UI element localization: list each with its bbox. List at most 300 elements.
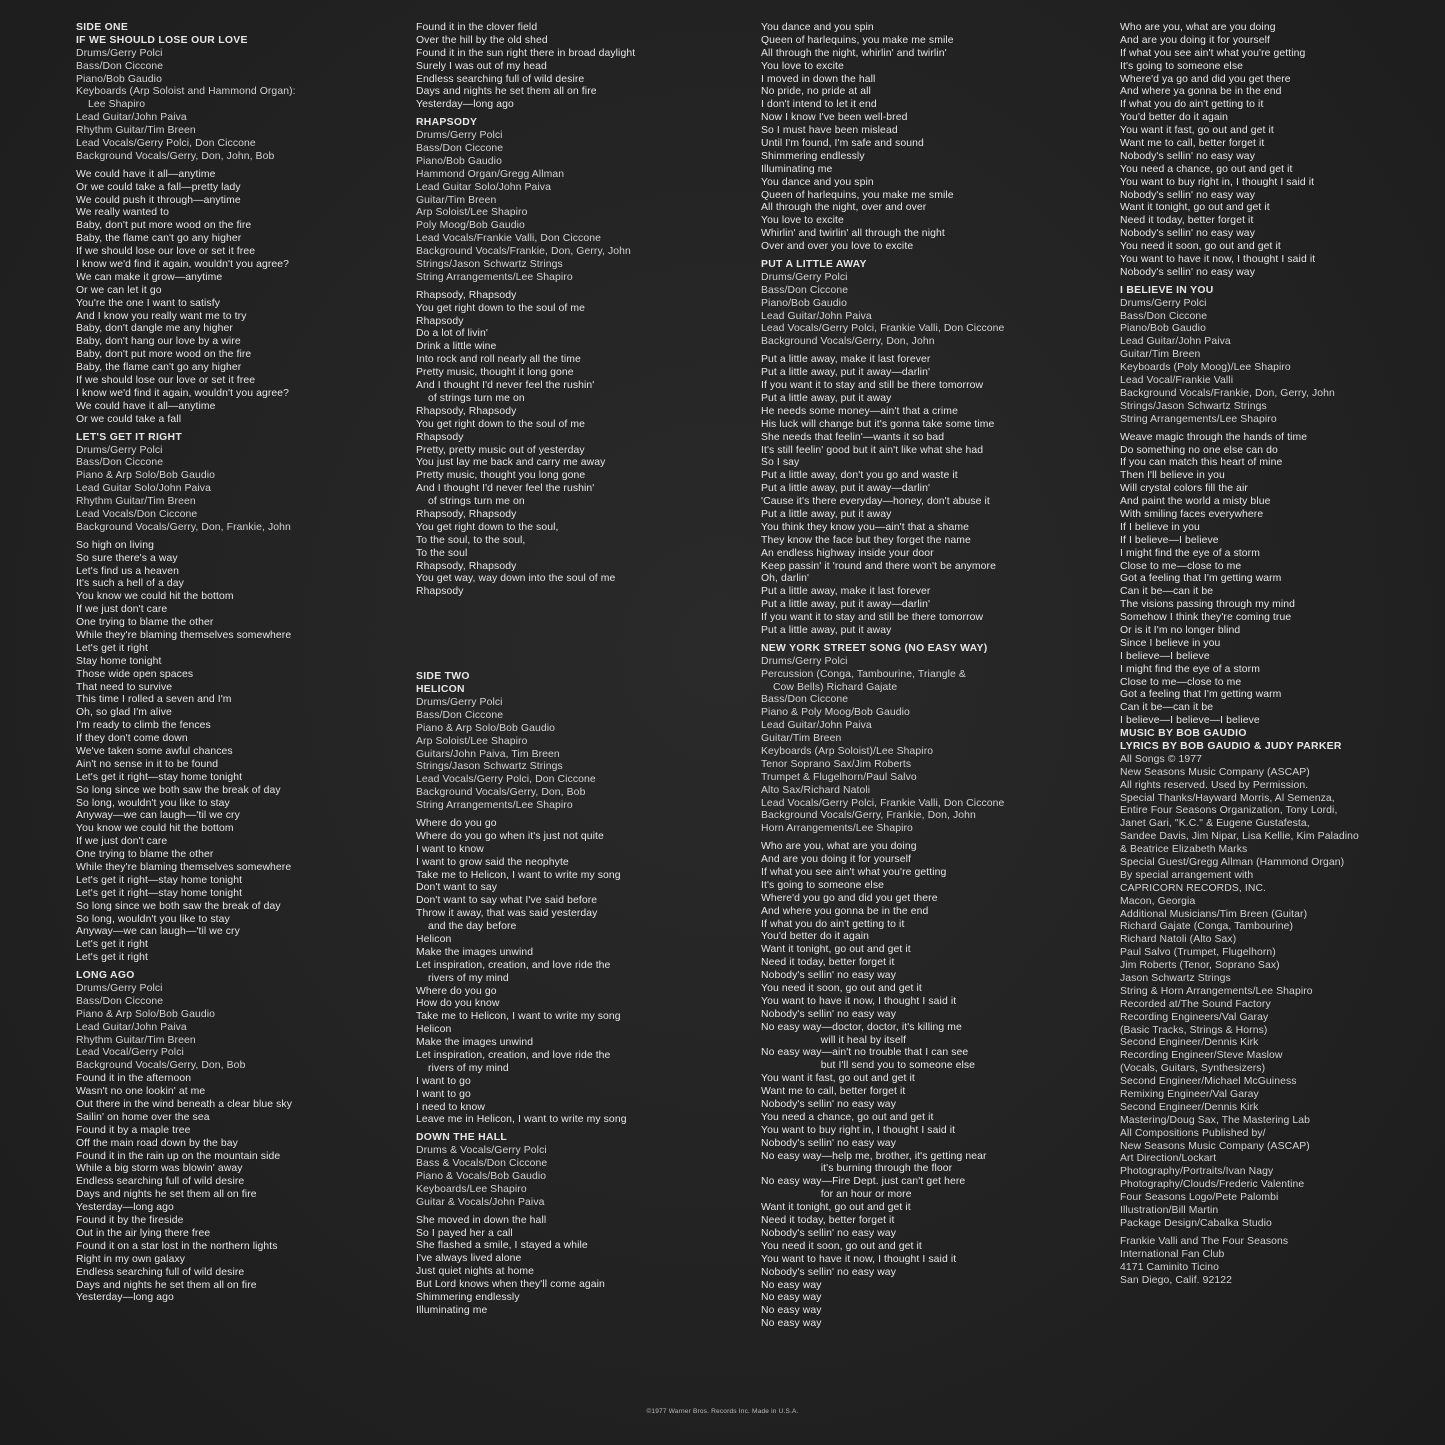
credit-line: Drums/Gerry Polci bbox=[416, 696, 503, 708]
lyric-line: Illuminating me bbox=[761, 163, 833, 175]
lyric-line: Baby, the flame can't go any higher bbox=[76, 362, 242, 374]
credit-line: Remixing Engineer/Val Garay bbox=[1120, 1089, 1259, 1101]
credit-line: Background Vocals/Frankie, Don, Gerry, John bbox=[1120, 387, 1335, 399]
credit-line: Macon, Georgia bbox=[1120, 895, 1196, 907]
lyric-line: Or is it I'm no longer blind bbox=[1120, 624, 1241, 636]
lyric-line: Put a little away, don't you go and waste it bbox=[761, 470, 958, 482]
lyric-line: No easy way—ain't no trouble that I can see bbox=[761, 1047, 969, 1059]
credit-line: Sandee Davis, Jim Nipar, Lisa Kellie, Kim Paladino bbox=[1120, 831, 1359, 843]
lyric-line: Helicon bbox=[416, 934, 452, 945]
credit-line: Jim Roberts (Tenor, Soprano Sax) bbox=[1120, 960, 1280, 972]
lyric-line: Rhapsody bbox=[416, 315, 464, 327]
credit-line: Piano & Arp Solo/Bob Gaudio bbox=[76, 470, 216, 482]
credit-line: Lead Vocals/Don Ciccone bbox=[76, 508, 198, 520]
lyric-line: Or we could take a fall bbox=[76, 413, 182, 425]
lyric-line: Endless searching full of wild desire bbox=[76, 1266, 245, 1278]
lyric-line: Want it tonight, go out and get it bbox=[1120, 202, 1270, 214]
section-heading: RHAPSODY bbox=[416, 117, 478, 129]
lyric-line: An endless highway inside your door bbox=[761, 547, 934, 559]
section-heading: SIDE TWO bbox=[416, 671, 470, 683]
lyric-line: You're the one I want to satisfy bbox=[76, 297, 221, 309]
lyric-line: So long, wouldn't you like to stay bbox=[76, 913, 230, 925]
credit-line: Bass/Don Ciccone bbox=[416, 143, 504, 155]
credit-line: Second Engineer/Michael McGuiness bbox=[1120, 1076, 1297, 1088]
lyric-line: Days and nights he set them all on fire bbox=[416, 86, 597, 98]
lyric-line: You want it fast, go out and get it bbox=[761, 1073, 915, 1085]
lyric-line: Close to me—close to me bbox=[1120, 560, 1242, 572]
lyric-line: and the day before bbox=[416, 921, 517, 933]
lyric-line: We've taken some awful chances bbox=[76, 745, 233, 757]
credit-line: Background Vocals/Gerry, Frankie, Don, John bbox=[761, 810, 976, 822]
credit-line: Piano & Arp Solo/Bob Gaudio bbox=[76, 1008, 216, 1020]
lyric-line: Stay home tonight bbox=[76, 655, 162, 667]
credit-line: String & Horn Arrangements/Lee Shapiro bbox=[1120, 985, 1313, 997]
lyric-line: So I must have been mislead bbox=[761, 125, 898, 137]
lyric-line: Can it be—can it be bbox=[1120, 702, 1214, 714]
credit-line: 4171 Caminito Ticino bbox=[1120, 1261, 1220, 1273]
lyric-line: You want to have it now, I thought I said it bbox=[1120, 254, 1316, 266]
lyric-line: Found it in the rain up on the mountain side bbox=[76, 1150, 281, 1162]
lyric-line: Days and nights he set them all on fire bbox=[76, 1279, 257, 1291]
lyric-line: Wasn't no one lookin' at me bbox=[76, 1086, 206, 1098]
lyric-line: Nobody's sellin' no easy way bbox=[1120, 189, 1255, 201]
section-heading: SIDE ONE bbox=[76, 22, 129, 33]
credit-line: Horn Arrangements/Lee Shapiro bbox=[761, 823, 913, 835]
lyric-line: You love to excite bbox=[761, 60, 844, 72]
section-gap bbox=[416, 599, 756, 623]
lyric-line: Nobody's sellin' no easy way bbox=[761, 1008, 896, 1020]
lyric-line: Put a little away, put it away bbox=[761, 624, 892, 636]
lyric-line: Want me to call, better forget it bbox=[1120, 138, 1265, 150]
lyric-line: Want it tonight, go out and get it bbox=[761, 1202, 911, 1214]
lyric-line: You want to buy right in, I thought I said it bbox=[761, 1124, 956, 1136]
lyric-line: You'd better do it again bbox=[1120, 112, 1228, 124]
lyric-line: Nobody's sellin' no easy way bbox=[1120, 266, 1255, 278]
credit-line: Drums/Gerry Polci bbox=[761, 271, 848, 283]
lyric-line: If I believe in you bbox=[1120, 521, 1200, 533]
lyric-line: And I know you really want me to try bbox=[76, 310, 247, 322]
credit-line: Paul Salvo (Trumpet, Flugelhorn) bbox=[1120, 947, 1276, 959]
credit-line: Recorded at/The Sound Factory bbox=[1120, 998, 1271, 1010]
lyric-line: but I'll send you to someone else bbox=[761, 1060, 976, 1072]
credit-line: Keyboards (Arp Soloist and Hammond Organ): bbox=[76, 86, 296, 98]
lyric-line: Rhapsody bbox=[416, 586, 464, 598]
lyric-line: One trying to blame the other bbox=[76, 849, 214, 861]
credit-line: Trumpet & Flugelhorn/Paul Salvo bbox=[761, 771, 917, 783]
credit-line: Piano/Bob Gaudio bbox=[76, 73, 162, 85]
lyric-line: Let's get it right bbox=[76, 952, 148, 964]
credit-line: Drums/Gerry Polci bbox=[76, 983, 163, 995]
lyric-line: You want to have it now, I thought I said it bbox=[761, 995, 957, 1007]
lyric-line: Don't want to say bbox=[416, 882, 498, 894]
credit-line: All Compositions Published by/ bbox=[1120, 1127, 1266, 1139]
lyric-line: She flashed a smile, I stayed a while bbox=[416, 1240, 588, 1252]
lyric-line: I need to know bbox=[416, 1101, 485, 1113]
credit-line: Keyboards/Lee Shapiro bbox=[416, 1183, 527, 1195]
lyric-line: If what you do ain't getting to it bbox=[1120, 99, 1264, 111]
credit-line: Guitar & Vocals/John Paiva bbox=[416, 1196, 545, 1208]
lyric-line: But Lord knows when they'll come again bbox=[416, 1279, 605, 1291]
column-1 bbox=[76, 22, 416, 1305]
lyric-line: Rhapsody, Rhapsody bbox=[416, 289, 517, 301]
credit-line: Drums/Gerry Polci bbox=[76, 47, 163, 59]
lyric-line: Baby, don't put more wood on the fire bbox=[76, 220, 252, 232]
lyric-line: Let's get it right—stay home tonight bbox=[76, 771, 243, 783]
lyric-line: Endless searching full of wild desire bbox=[76, 1176, 245, 1188]
lyric-line: Out in the air lying there free bbox=[76, 1227, 211, 1239]
lyric-line: All through the night, whirlin' and twirlin' bbox=[761, 47, 947, 59]
lyric-line: I know we'd find it again, wouldn't you agree? bbox=[76, 259, 290, 271]
lyric-line: If you want it to stay and still be there tomorrow bbox=[761, 380, 984, 392]
credit-line: Lead Guitar/John Paiva bbox=[761, 310, 872, 322]
lyric-line: You want it fast, go out and get it bbox=[1120, 125, 1274, 137]
credit-line: Lead Vocals/Gerry Polci, Don Ciccone bbox=[76, 138, 256, 150]
lyric-line: Put a little away, put it away bbox=[761, 508, 892, 520]
column-2 bbox=[416, 22, 756, 1318]
lyric-line: Got a feeling that I'm getting warm bbox=[1120, 573, 1282, 585]
lyric-line: If you want it to stay and still be there tomorrow bbox=[761, 612, 984, 624]
credit-line: Arp Soloist/Lee Shapiro bbox=[416, 735, 528, 747]
lyric-line: Want me to call, better forget it bbox=[761, 1086, 906, 1098]
lyric-line: And I thought I'd never feel the rushin' bbox=[416, 380, 595, 392]
credit-line: Background Vocals/Gerry, Don, Bob bbox=[76, 1060, 246, 1072]
lyric-line: Until I'm found, I'm safe and sound bbox=[761, 138, 924, 150]
lyric-line: Found it by the fireside bbox=[76, 1215, 184, 1227]
credit-line: Piano & Arp Solo/Bob Gaudio bbox=[416, 722, 556, 734]
credit-line: Photography/Portraits/Ivan Nagy bbox=[1120, 1166, 1274, 1178]
lyric-line: You get way, way down into the soul of me bbox=[416, 573, 616, 585]
lyric-line: Take me to Helicon, I want to write my song bbox=[416, 1011, 621, 1023]
lyric-line: Oh, darlin' bbox=[761, 573, 810, 585]
lyric-line: Need it today, better forget it bbox=[761, 1215, 895, 1227]
lyric-line: Put a little away, put it away—darlin' bbox=[761, 367, 931, 379]
lyric-line: Queen of harlequins, you make me smile bbox=[761, 189, 954, 201]
lyric-line: rivers of my mind bbox=[416, 1062, 509, 1074]
lyric-line: Where'd you go and did you get there bbox=[761, 892, 938, 904]
lyric-line: Where do you go when it's just not quite bbox=[416, 830, 604, 842]
lyric-line: Queen of harlequins, you make me smile bbox=[761, 34, 954, 46]
credit-line: Recording Engineers/Val Garay bbox=[1120, 1011, 1269, 1023]
credit-line: Janet Gari, "K.C." & Eugene Gustafesta, bbox=[1120, 818, 1310, 830]
credit-line: Package Design/Cabalka Studio bbox=[1120, 1217, 1272, 1229]
lyric-line: Shimmering endlessly bbox=[416, 1292, 520, 1304]
lyric-line: We really wanted to bbox=[76, 207, 169, 219]
credit-line: All rights reserved. Used by Permission. bbox=[1120, 779, 1309, 791]
credit-line: Lead Guitar Solo/John Paiva bbox=[76, 483, 211, 495]
credit-line: Cow Bells) Richard Gajate bbox=[761, 681, 898, 693]
lyric-line: You get right down to the soul, bbox=[416, 521, 559, 533]
lyric-line: Pretty music, thought you long gone bbox=[416, 470, 586, 482]
lyric-line: Yesterday—long ago bbox=[416, 99, 514, 111]
credit-line: Background Vocals/Gerry, Don, John, Bob bbox=[76, 150, 275, 162]
credit-line: Bass/Don Ciccone bbox=[1120, 310, 1208, 322]
lyric-line: She needs that feelin'—wants it so bad bbox=[761, 431, 945, 443]
lyric-line: Yesterday—long ago bbox=[76, 1202, 174, 1214]
lyric-line: So long, wouldn't you like to stay bbox=[76, 797, 230, 809]
credit-line: Photography/Clouds/Frederic Valentine bbox=[1120, 1179, 1305, 1191]
lyric-line: for an hour or more bbox=[761, 1189, 912, 1201]
lyric-line: Nobody's sellin' no easy way bbox=[1120, 228, 1255, 240]
lyric-line: So I payed her a call bbox=[416, 1227, 513, 1239]
lyric-line: Found it in the afternoon bbox=[76, 1073, 192, 1085]
lyric-line: Let's find us a heaven bbox=[76, 565, 179, 577]
lyric-line: Throw it away, that was said yesterday bbox=[416, 908, 598, 920]
credit-line: Bass/Don Ciccone bbox=[761, 284, 849, 296]
credit-line: Bass/Don Ciccone bbox=[76, 60, 164, 72]
lyric-line: You want to have it now, I thought I said it bbox=[761, 1253, 957, 1265]
credit-line: String Arrangements/Lee Shapiro bbox=[416, 800, 573, 812]
section-heading: LET'S GET IT RIGHT bbox=[76, 431, 183, 443]
credit-line: New Seasons Music Company (ASCAP) bbox=[1120, 766, 1310, 778]
credit-line: Recording Engineer/Steve Maslow bbox=[1120, 1050, 1283, 1062]
lyric-line: I might find the eye of a storm bbox=[1120, 663, 1260, 675]
lyric-line: I believe—I believe—I believe bbox=[1120, 715, 1260, 727]
credit-line: Illustration/Bill Martin bbox=[1120, 1205, 1219, 1217]
credit-line: Keyboards (Arp Soloist)/Lee Shapiro bbox=[761, 745, 934, 757]
credit-line: Lead Vocals/Gerry Polci, Don Ciccone bbox=[416, 774, 596, 786]
section-heading: DOWN THE HALL bbox=[416, 1132, 508, 1144]
lyric-line: rivers of my mind bbox=[416, 972, 509, 984]
lyric-line: Rhapsody, Rhapsody bbox=[416, 405, 517, 417]
lyric-line: Make the images unwind bbox=[416, 1037, 534, 1049]
credit-line: & Beatrice Elizabeth Marks bbox=[1120, 844, 1248, 856]
lyric-line: And are you doing it for yourself bbox=[761, 854, 912, 866]
credit-line: Background Vocals/Gerry, Don, Bob bbox=[416, 787, 586, 799]
credit-line: Art Direction/Lockart bbox=[1120, 1153, 1217, 1165]
credit-line: Strings/Jason Schwartz Strings bbox=[416, 761, 563, 773]
section-gap bbox=[416, 623, 756, 647]
lyric-line: Let's get it right bbox=[76, 939, 148, 951]
credit-line: Hammond Organ/Gregg Allman bbox=[416, 168, 565, 180]
credit-line: Bass/Don Ciccone bbox=[761, 694, 849, 706]
lyric-line: So sure there's a way bbox=[76, 552, 178, 564]
credit-line: Lead Vocals/Frankie Valli, Don Ciccone bbox=[416, 233, 601, 245]
lyric-line: Drink a little wine bbox=[416, 341, 497, 353]
section-heading: I BELIEVE IN YOU bbox=[1120, 284, 1214, 296]
lyric-line: If we just don't care bbox=[76, 836, 168, 848]
lyric-line: If you can match this heart of mine bbox=[1120, 457, 1283, 469]
lyric-line: This time I rolled a seven and I'm bbox=[76, 694, 232, 706]
credit-line: Guitars/John Paiva, Tim Breen bbox=[416, 748, 560, 760]
lyric-line: The visions passing through my mind bbox=[1120, 599, 1296, 611]
lyric-line: I've always lived alone bbox=[416, 1253, 522, 1265]
lyric-line: If we should lose our love or set it free bbox=[76, 246, 256, 258]
credit-line: Lead Vocal/Gerry Polci bbox=[76, 1047, 184, 1059]
credit-line: Drums/Gerry Polci bbox=[761, 655, 848, 667]
credit-line: String Arrangements/Lee Shapiro bbox=[416, 271, 573, 283]
lyric-line: Do something no one else can do bbox=[1120, 444, 1278, 456]
lyric-line: Do a lot of livin' bbox=[416, 328, 488, 340]
lyric-line: No easy way bbox=[761, 1279, 822, 1291]
lyric-line: Where do you go bbox=[416, 817, 497, 829]
lyric-line: It's going to someone else bbox=[1120, 60, 1243, 72]
lyric-line: Keep passin' it 'round and there won't be anymore bbox=[761, 560, 996, 572]
lyric-line: Endless searching full of wild desire bbox=[416, 73, 585, 85]
credit-line: Strings/Jason Schwartz Strings bbox=[416, 259, 563, 271]
lyric-line: Just quiet nights at home bbox=[416, 1266, 535, 1278]
lyric-line: Off the main road down by the bay bbox=[76, 1137, 238, 1149]
lyric-line: Nobody's sellin' no easy way bbox=[761, 1137, 896, 1149]
lyric-line: Right in my own galaxy bbox=[76, 1253, 186, 1265]
credit-line: Lead Guitar/John Paiva bbox=[1120, 336, 1231, 348]
lyric-line: Put a little away, make it last forever bbox=[761, 586, 931, 598]
credit-line: Second Engineer/Dennis Kirk bbox=[1120, 1101, 1259, 1113]
credit-line: Special Guest/Gregg Allman (Hammond Organ) bbox=[1120, 857, 1345, 868]
lyric-line: Found it on a star lost in the northern lights bbox=[76, 1240, 278, 1252]
credit-line: Keyboards (Poly Moog)/Lee Shapiro bbox=[1120, 362, 1291, 374]
credit-line: Mastering/Doug Sax, The Mastering Lab bbox=[1120, 1114, 1311, 1126]
lyric-line: While a big storm was blowin' away bbox=[76, 1163, 243, 1175]
lyric-line: So long since we both saw the break of day bbox=[76, 900, 281, 912]
lyric-line: Let's get it right—stay home tonight bbox=[76, 874, 243, 886]
lyric-line: Will crystal colors fill the air bbox=[1120, 483, 1248, 495]
lyric-line: So I say bbox=[761, 457, 800, 469]
lyric-line: Rhapsody, Rhapsody bbox=[416, 560, 517, 572]
lyric-line: 'Cause it's there everyday—honey, don't abuse it bbox=[761, 496, 990, 508]
lyric-line: Baby, don't hang our love by a wire bbox=[76, 336, 241, 348]
lyric-line: Put a little away, put it away bbox=[761, 392, 892, 404]
lyric-line: I want to know bbox=[416, 843, 484, 855]
lyric-line: To the soul bbox=[416, 547, 468, 559]
section-heading: LYRICS BY BOB GAUDIO & JUDY PARKER bbox=[1120, 740, 1342, 752]
credit-line: Background Vocals/Gerry, Don, Frankie, John bbox=[76, 521, 291, 533]
lyric-line: Rhapsody, Rhapsody bbox=[416, 508, 517, 520]
lyric-line: Surely I was out of my head bbox=[416, 60, 547, 72]
credit-line: All Songs © 1977 bbox=[1120, 753, 1203, 765]
lyric-line: it's burning through the floor bbox=[761, 1163, 953, 1175]
lyric-line: I want to grow said the neophyte bbox=[416, 856, 569, 868]
credit-line: Strings/Jason Schwartz Strings bbox=[1120, 400, 1267, 412]
lyric-line: Nobody's sellin' no easy way bbox=[761, 1227, 896, 1239]
lyric-line: I don't intend to let it end bbox=[761, 99, 877, 111]
lyric-line: Don't want to say what I've said before bbox=[416, 895, 598, 907]
credit-line: Four Seasons Logo/Pete Palombi bbox=[1120, 1192, 1279, 1204]
lyric-line: Pretty, pretty music out of yesterday bbox=[416, 444, 585, 456]
credit-line: Guitar/Tim Breen bbox=[416, 194, 497, 206]
lyric-line: Or we could take a fall—pretty lady bbox=[76, 181, 241, 193]
credit-line: Piano/Bob Gaudio bbox=[761, 297, 847, 309]
lyric-line: Out there in the wind beneath a clear blue sky bbox=[76, 1099, 293, 1111]
credit-line: New Seasons Music Company (ASCAP) bbox=[1120, 1140, 1310, 1152]
lyric-line: And paint the world a misty blue bbox=[1120, 496, 1271, 508]
lyric-line: We could have it all—anytime bbox=[76, 400, 216, 412]
lyric-line: Over and over you love to excite bbox=[761, 241, 914, 253]
lyric-line: I moved in down the hall bbox=[761, 73, 876, 85]
lyric-line: Where'd ya go and did you get there bbox=[1120, 73, 1291, 85]
lyric-line: You need it soon, go out and get it bbox=[761, 983, 922, 995]
credit-line: Lead Vocals/Gerry Polci, Frankie Valli, Don Ciccone bbox=[761, 797, 1005, 809]
lyric-line: Baby, don't put more wood on the fire bbox=[76, 349, 252, 361]
lyric-line: One trying to blame the other bbox=[76, 617, 214, 629]
lyric-line: Found it in the sun right there in broad daylight bbox=[416, 47, 636, 59]
lyric-line: To the soul, to the soul, bbox=[416, 534, 526, 546]
lyric-line: His luck will change but it's gonna take some time bbox=[761, 418, 995, 430]
credit-line: Guitar/Tim Breen bbox=[1120, 349, 1201, 361]
lyric-line: You dance and you spin bbox=[761, 22, 874, 33]
lyric-line: You think they know you—ain't that a shame bbox=[761, 521, 969, 533]
lyric-line: will it heal by itself bbox=[761, 1034, 907, 1046]
lyric-line: I know we'd find it again, wouldn't you agree? bbox=[76, 387, 290, 399]
lyric-line: If we should lose our love or set it free bbox=[76, 375, 256, 387]
credit-line: Bass/Don Ciccone bbox=[416, 709, 504, 721]
lyric-line: And where you gonna be in the end bbox=[761, 905, 929, 917]
section-heading: MUSIC BY BOB GAUDIO bbox=[1120, 728, 1247, 740]
lyric-line: Ain't no sense in it to be found bbox=[76, 758, 219, 770]
lyric-line: You just lay me back and carry me away bbox=[416, 457, 606, 469]
lyric-line: Anyway—we can laugh—'til we cry bbox=[76, 926, 240, 938]
lyric-line: I want to go bbox=[416, 1075, 471, 1087]
lyric-line: Somehow I think they're coming true bbox=[1120, 612, 1292, 624]
lyric-line: Now I know I've been well-bred bbox=[761, 112, 908, 124]
credit-line: By special arrangement with bbox=[1120, 869, 1254, 881]
credit-line: Lead Guitar Solo/John Paiva bbox=[416, 181, 551, 193]
lyric-line: I want to go bbox=[416, 1088, 471, 1100]
lyric-line: Days and nights he set them all on fire bbox=[76, 1189, 257, 1201]
lyric-line: We could push it through—anytime bbox=[76, 194, 241, 206]
credit-line: Drums/Gerry Polci bbox=[416, 130, 503, 142]
lyric-line: Over the hill by the old shed bbox=[416, 34, 548, 46]
lyric-line: Who are you, what are you doing bbox=[761, 841, 917, 853]
credit-line: Rhythm Guitar/Tim Breen bbox=[76, 496, 196, 508]
lyric-line: Nobody's sellin' no easy way bbox=[761, 1099, 896, 1111]
lyric-line: You love to excite bbox=[761, 215, 844, 227]
lyric-line: No easy way—Fire Dept. just can't get here bbox=[761, 1176, 966, 1188]
lyric-line: Close to me—close to me bbox=[1120, 676, 1242, 688]
lyric-line: Yesterday—long ago bbox=[76, 1292, 174, 1304]
section-heading: HELICON bbox=[416, 684, 465, 696]
lyric-line: No pride, no pride at all bbox=[761, 86, 871, 98]
credit-line: Richard Natoli (Alto Sax) bbox=[1120, 934, 1237, 946]
lyric-line: And where ya gonna be in the end bbox=[1120, 86, 1282, 98]
lyric-line: Can it be—can it be bbox=[1120, 586, 1214, 598]
credit-line: Drums/Gerry Polci bbox=[76, 444, 163, 456]
lyric-line: Nobody's sellin' no easy way bbox=[761, 1266, 896, 1278]
credit-line: Rhythm Guitar/Tim Breen bbox=[76, 125, 196, 137]
lyric-line: All through the night, over and over bbox=[761, 202, 927, 214]
lyric-line: Into rock and roll nearly all the time bbox=[416, 354, 581, 366]
credit-line: Rhythm Guitar/Tim Breen bbox=[76, 1034, 196, 1046]
lyric-line: Put a little away, put it away—darlin' bbox=[761, 483, 931, 495]
lyric-line: Weave magic through the hands of time bbox=[1120, 431, 1308, 443]
lyric-line: You know we could hit the bottom bbox=[76, 823, 234, 835]
lyric-line: It's still feelin' good but it ain't like what she had bbox=[761, 444, 984, 456]
lyric-line: That need to survive bbox=[76, 681, 173, 693]
credit-line: Background Vocals/Gerry, Don, John bbox=[761, 336, 935, 348]
lyric-line: Put a little away, put it away—darlin' bbox=[761, 599, 931, 611]
lyric-line: Where do you go bbox=[416, 985, 497, 997]
lyric-line: Leave me in Helicon, I want to write my song bbox=[416, 1114, 627, 1126]
lyric-line: You know we could hit the bottom bbox=[76, 591, 234, 603]
lyric-line: Baby, the flame can't go any higher bbox=[76, 233, 242, 245]
lyric-line: No easy way—help me, brother, it's getting near bbox=[761, 1150, 987, 1162]
lyric-line: You get right down to the soul of me bbox=[416, 302, 585, 314]
credit-line: Additional Musicians/Tim Breen (Guitar) bbox=[1120, 908, 1308, 920]
credit-line: String Arrangements/Lee Shapiro bbox=[1120, 413, 1277, 425]
credit-line: San Diego, Calif. 92122 bbox=[1120, 1274, 1233, 1286]
section-gap bbox=[416, 647, 756, 671]
credit-line: Guitar/Tim Breen bbox=[761, 733, 842, 745]
lyric-line: Make the images unwind bbox=[416, 946, 534, 958]
credit-line: Piano & Vocals/Bob Gaudio bbox=[416, 1171, 547, 1183]
lyric-line: Rhapsody bbox=[416, 431, 464, 443]
lyric-line: You dance and you spin bbox=[761, 176, 874, 188]
lyric-line: With smiling faces everywhere bbox=[1120, 508, 1264, 520]
credit-line: Lee Shapiro bbox=[76, 99, 146, 111]
lyric-line: We could have it all—anytime bbox=[76, 168, 216, 180]
column-4 bbox=[1120, 22, 1430, 1287]
lyric-line: Found it by a maple tree bbox=[76, 1124, 191, 1136]
credit-line: Arp Soloist/Lee Shapiro bbox=[416, 207, 528, 219]
